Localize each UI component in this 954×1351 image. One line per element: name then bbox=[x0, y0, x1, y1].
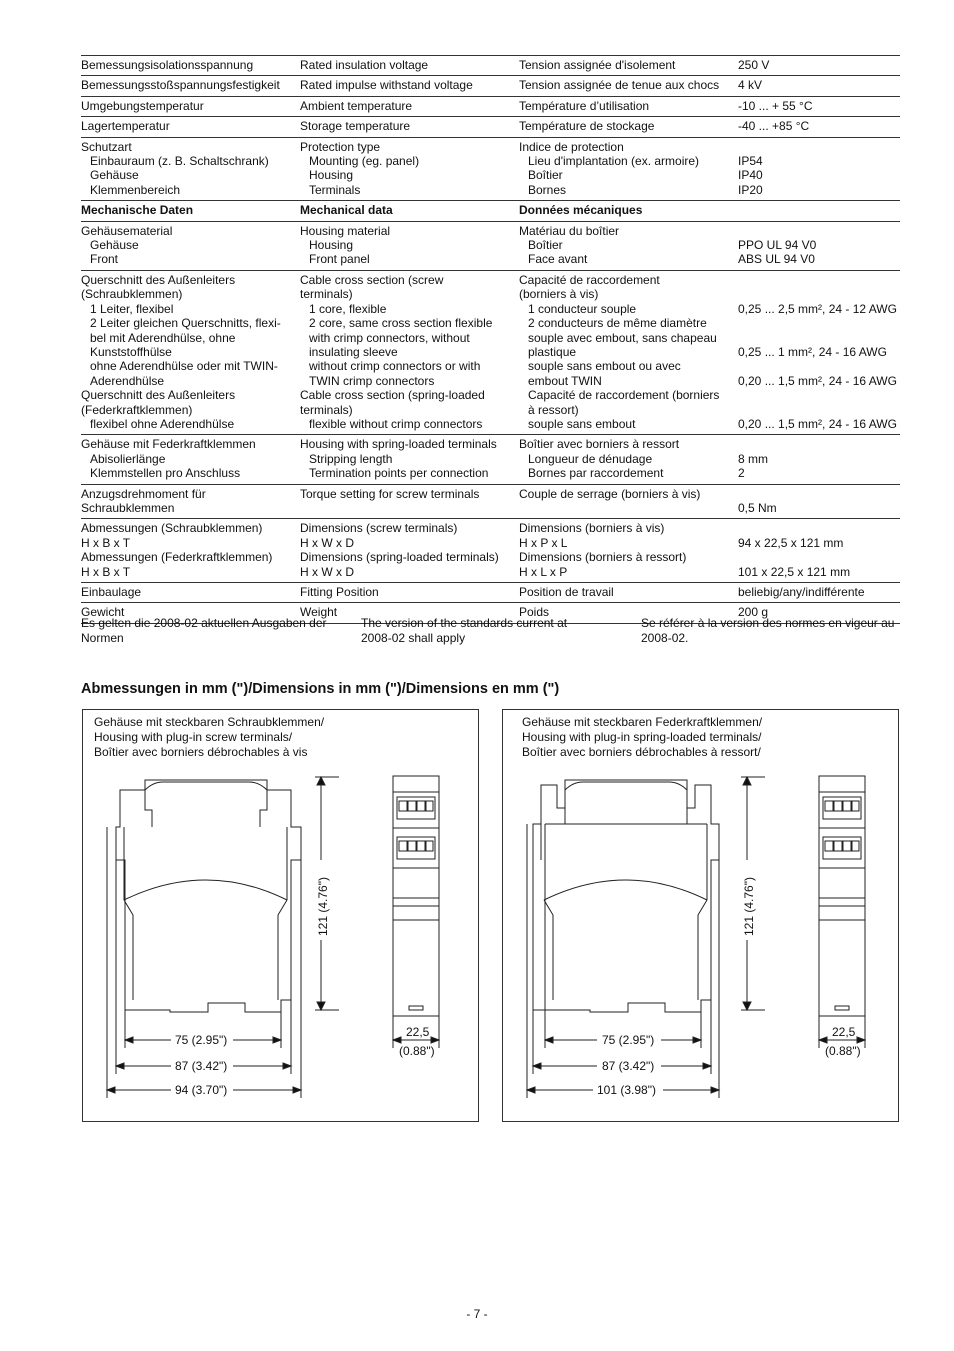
cell-line: Mounting (eg. panel) bbox=[309, 154, 420, 169]
cell-line: 0,20 ... 1,5 mm², 24 - 16 AWG bbox=[738, 416, 897, 431]
cell-line: embout TWIN bbox=[528, 373, 602, 388]
cell-line: Schraubklemmen bbox=[81, 500, 175, 515]
table-cell bbox=[300, 201, 519, 221]
standards-note-fr: Se référer à la version des normes en vigeur au 2008-02. bbox=[641, 616, 895, 645]
cell-line: 1 Leiter, flexibel bbox=[90, 301, 174, 316]
height-label: 121 (4.76") bbox=[316, 877, 330, 936]
cell-line: Gehäuse mit Federkraftklemmen bbox=[81, 437, 256, 452]
cell-line: Bornes bbox=[528, 182, 567, 197]
cell-line: Fitting Position bbox=[300, 585, 379, 599]
cell-line: Aderendhülse bbox=[90, 373, 165, 388]
cell-line: souple avec embout, sans chapeau bbox=[528, 330, 717, 345]
table-cell bbox=[81, 56, 300, 76]
cell-line: Housing bbox=[309, 168, 354, 183]
cell-line: Lagertemperatur bbox=[81, 119, 170, 134]
cell-line: Température de stockage bbox=[519, 119, 655, 134]
cell-line bbox=[519, 501, 738, 515]
table-cell bbox=[738, 96, 900, 116]
cell-line: Lieu d'implantation (ex. armoire) bbox=[528, 154, 700, 169]
cell-line: Gehäuse bbox=[90, 168, 139, 183]
depth-label-inch: (0.88") bbox=[825, 1044, 861, 1058]
cell-line: Kunststoffhülse bbox=[90, 344, 172, 359]
cell-line: Bemessungsstoßspannungsfestigkeit bbox=[81, 78, 280, 93]
cell-line: terminals) bbox=[300, 402, 353, 417]
table-cell bbox=[738, 117, 900, 137]
table-cell bbox=[81, 137, 300, 201]
cell-line: Klemmstellen pro Anschluss bbox=[90, 466, 241, 481]
table-cell bbox=[81, 484, 300, 519]
cell-line: à ressort) bbox=[528, 402, 579, 417]
cell-line: 94 x 22,5 x 121 mm bbox=[738, 535, 844, 550]
height-label: 121 (4.76") bbox=[742, 877, 756, 936]
cell-line: Querschnitt des Außenleiters bbox=[81, 388, 236, 403]
cell-line: H x W x D bbox=[300, 535, 354, 550]
table-row bbox=[81, 76, 900, 96]
cell-line: (Schraubklemmen) bbox=[81, 287, 183, 302]
cell-line: Tension assignée d'isolement bbox=[519, 58, 676, 72]
cell-line bbox=[738, 224, 900, 238]
cell-line: 2 Leiter gleichen Querschnitts, flexi- bbox=[90, 316, 281, 331]
cell-line: Température d’utilisation bbox=[519, 98, 650, 113]
width-label-75: 75 (2.95") bbox=[175, 1033, 228, 1047]
cell-line: Capacité de raccordement bbox=[519, 272, 660, 287]
table-cell bbox=[519, 201, 738, 221]
table-cell bbox=[738, 137, 900, 201]
cell-line: 0,20 ... 1,5 mm², 24 - 16 AWG bbox=[738, 373, 897, 388]
cell-line: Boîtier bbox=[528, 168, 563, 183]
table-row bbox=[81, 96, 900, 116]
table-cell bbox=[300, 270, 519, 434]
cell-line: H x W x D bbox=[300, 564, 354, 579]
depth-label-inch: (0.88") bbox=[399, 1044, 435, 1058]
cell-line: Rated impulse withstand voltage bbox=[300, 78, 473, 93]
cell-line: Dimensions (borniers à ressort) bbox=[519, 550, 687, 565]
table-row bbox=[81, 117, 900, 137]
cell-line: Gehäusematerial bbox=[81, 223, 173, 238]
standards-note-de: Es gelten die 2008-02 aktuellen Ausgaben der Normen bbox=[81, 616, 327, 645]
cell-line: Face avant bbox=[528, 252, 588, 267]
table-cell bbox=[81, 583, 300, 603]
table-cell bbox=[738, 56, 900, 76]
cell-line: IP20 bbox=[738, 182, 763, 197]
cell-line: Dimensions (spring-loaded terminals) bbox=[300, 550, 499, 565]
cell-line: Boîtier avec borniers à ressort bbox=[519, 437, 680, 452]
table-row bbox=[81, 221, 900, 270]
cell-line: Bornes par raccordement bbox=[528, 466, 664, 481]
table-row bbox=[81, 484, 900, 519]
cell-line: Gewicht bbox=[81, 605, 125, 620]
cell-line: Tension assignée de tenue aux chocs bbox=[519, 78, 720, 93]
cell-line: -40 ... +85 °C bbox=[738, 119, 810, 134]
table-cell bbox=[81, 201, 300, 221]
table-cell bbox=[81, 270, 300, 434]
cell-line: souple sans embout bbox=[528, 416, 636, 431]
cell-line: (Federkraftklemmen) bbox=[81, 402, 193, 417]
cell-line bbox=[738, 521, 900, 535]
cell-line: Abisolierlänge bbox=[90, 451, 166, 466]
table-cell bbox=[738, 221, 900, 270]
housing-drawing-screw bbox=[83, 710, 480, 1123]
cell-line: Bemessungsisolationsspannung bbox=[81, 58, 254, 72]
cell-line: 1 core, flexible bbox=[309, 301, 387, 316]
table-cell bbox=[738, 583, 900, 603]
table-cell bbox=[738, 76, 900, 96]
cell-line: ABS UL 94 V0 bbox=[738, 252, 815, 267]
table-cell bbox=[519, 96, 738, 116]
cell-line: 0,25 ... 2,5 mm², 24 - 12 AWG bbox=[738, 301, 897, 316]
cell-line: (borniers à vis) bbox=[519, 287, 599, 302]
cell-line: H x B x T bbox=[81, 535, 131, 550]
cell-line: Poids bbox=[519, 605, 550, 620]
cell-line: Gehäuse bbox=[90, 238, 139, 253]
table-row bbox=[81, 137, 900, 201]
table-cell bbox=[300, 117, 519, 137]
cell-line: plastique bbox=[528, 344, 577, 359]
cell-line bbox=[738, 287, 900, 301]
table-cell bbox=[300, 56, 519, 76]
cell-line: 2 core, same cross section flexible bbox=[309, 316, 493, 331]
table-row bbox=[81, 583, 900, 603]
table-row bbox=[81, 56, 900, 76]
cell-line bbox=[738, 550, 900, 564]
table-cell bbox=[81, 76, 300, 96]
cell-line: PPO UL 94 V0 bbox=[738, 238, 817, 253]
cell-line bbox=[300, 501, 519, 515]
table-cell bbox=[738, 270, 900, 434]
cell-line: Mechanical data bbox=[300, 203, 393, 218]
cell-line: Abmessungen (Federkraftklemmen) bbox=[81, 550, 273, 565]
cell-line: H x P x L bbox=[519, 535, 568, 550]
cell-line: Querschnitt des Außenleiters bbox=[81, 272, 236, 287]
cell-line: Indice de protection bbox=[519, 139, 624, 154]
cell-line: Front bbox=[90, 252, 119, 267]
cell-line: Anzugsdrehmoment für bbox=[81, 486, 206, 501]
cell-line bbox=[738, 273, 900, 287]
cell-line: Position de travail bbox=[519, 585, 614, 599]
cell-line: ohne Aderendhülse oder mit TWIN- bbox=[90, 359, 278, 374]
cell-line: insulating sleeve bbox=[309, 344, 398, 359]
dimension-drawing-spring bbox=[502, 709, 899, 1122]
table-cell bbox=[81, 221, 300, 270]
cell-line: Klemmenbereich bbox=[90, 182, 181, 197]
table-row bbox=[81, 435, 900, 484]
table-cell bbox=[519, 270, 738, 434]
cell-line: Weight bbox=[300, 605, 338, 620]
drawing-caption: Gehäuse mit steckbaren Federkraftklemmen/ Housing with plug-in spring-loaded terminals/ Boîtier avec borniers débrochables à ressort/ bbox=[522, 715, 763, 759]
cell-line: Umgebungstemperatur bbox=[81, 98, 204, 113]
table-cell bbox=[81, 96, 300, 116]
table-cell bbox=[519, 519, 738, 583]
cell-line: Housing with spring-loaded terminals bbox=[300, 437, 497, 452]
cell-line: 4 kV bbox=[738, 78, 763, 93]
table-row bbox=[81, 201, 900, 221]
cell-line bbox=[738, 203, 900, 217]
cell-line: TWIN crimp connectors bbox=[309, 373, 435, 388]
table-cell bbox=[738, 484, 900, 519]
cell-line: Longueur de dénudage bbox=[528, 451, 653, 466]
width-label-87: 87 (3.42") bbox=[175, 1059, 228, 1073]
cell-line: Protection type bbox=[300, 139, 381, 154]
cell-line: beliebig/any/indifférente bbox=[738, 585, 865, 599]
table-row bbox=[81, 519, 900, 583]
cell-line: Terminals bbox=[309, 182, 361, 197]
cell-line: with crimp connectors, without bbox=[309, 330, 470, 345]
table-row bbox=[81, 270, 900, 434]
cell-line bbox=[738, 437, 900, 451]
table-cell bbox=[300, 583, 519, 603]
cell-line: Dimensions (borniers à vis) bbox=[519, 521, 665, 536]
cell-line bbox=[738, 316, 900, 330]
cell-line: Einbauraum (z. B. Schaltschrank) bbox=[90, 154, 269, 169]
table-cell bbox=[519, 56, 738, 76]
cell-line: Couple de serrage (borniers à vis) bbox=[519, 486, 701, 501]
page-number: - 7 - bbox=[466, 1307, 488, 1321]
table-cell bbox=[519, 484, 738, 519]
cell-line: 200 g bbox=[738, 605, 769, 620]
cell-line: Cable cross section (spring-loaded bbox=[300, 388, 485, 403]
cell-line: terminals) bbox=[300, 287, 353, 302]
cell-line bbox=[738, 487, 900, 501]
technical-data-table bbox=[81, 55, 900, 624]
cell-line: Boîtier bbox=[528, 238, 563, 253]
cell-line bbox=[738, 388, 900, 402]
table-cell bbox=[300, 76, 519, 96]
cell-line: Abmessungen (Schraubklemmen) bbox=[81, 521, 263, 536]
cell-line: Cable cross section (screw bbox=[300, 272, 444, 287]
table-cell bbox=[519, 137, 738, 201]
table-cell bbox=[300, 221, 519, 270]
depth-label: 22,5 bbox=[832, 1025, 856, 1039]
cell-line: Schutzart bbox=[81, 139, 132, 154]
table-cell bbox=[738, 201, 900, 221]
table-cell bbox=[738, 435, 900, 484]
width-label-75: 75 (2.95") bbox=[602, 1033, 655, 1047]
table-cell bbox=[81, 519, 300, 583]
table-cell bbox=[300, 435, 519, 484]
cell-line: 0,5 Nm bbox=[738, 500, 777, 515]
cell-line: Rated insulation voltage bbox=[300, 58, 429, 72]
table-cell bbox=[81, 435, 300, 484]
cell-line: Housing material bbox=[300, 223, 391, 238]
standards-note-en: The version of the standards current at 2008-02 shall apply bbox=[361, 616, 568, 645]
table-cell bbox=[300, 96, 519, 116]
table-cell bbox=[519, 221, 738, 270]
table-cell bbox=[519, 583, 738, 603]
cell-line: Termination points per connection bbox=[309, 466, 489, 481]
cell-line: IP40 bbox=[738, 168, 763, 183]
table-cell bbox=[738, 519, 900, 583]
cell-line: Front panel bbox=[309, 252, 370, 267]
cell-line: Ambient temperature bbox=[300, 98, 413, 113]
cell-line: 250 V bbox=[738, 58, 770, 72]
cell-line bbox=[738, 140, 900, 154]
cell-line: 8 mm bbox=[738, 451, 768, 466]
width-label-87: 87 (3.42") bbox=[602, 1059, 655, 1073]
width-label-94: 94 (3.70") bbox=[175, 1083, 228, 1097]
cell-line: Housing bbox=[309, 238, 354, 253]
cell-line: -10 ... + 55 °C bbox=[738, 98, 813, 113]
cell-line bbox=[738, 359, 900, 373]
table-cell bbox=[81, 117, 300, 137]
housing-drawing-spring bbox=[503, 710, 900, 1123]
cell-line: Données mécaniques bbox=[519, 203, 643, 218]
dimension-drawing-screw bbox=[82, 709, 479, 1122]
cell-line: H x B x T bbox=[81, 564, 131, 579]
table-cell bbox=[519, 435, 738, 484]
table-cell bbox=[519, 117, 738, 137]
cell-line: 101 x 22,5 x 121 mm bbox=[738, 564, 851, 579]
dimensions-heading: Abmessungen in mm (")/Dimensions in mm (")/Dimensions en mm (") bbox=[81, 681, 560, 697]
cell-line: Mechanische Daten bbox=[81, 203, 194, 218]
cell-line: souple sans embout ou avec bbox=[528, 359, 681, 374]
drawing-caption: Gehäuse mit steckbaren Schraubklemmen/ Housing with plug-in screw terminals/ Boîtier avec borniers débrochables à vis bbox=[94, 715, 325, 759]
cell-line: 1 conducteur souple bbox=[528, 301, 637, 316]
cell-line: Storage temperature bbox=[300, 119, 411, 134]
cell-line: H x L x P bbox=[519, 564, 568, 579]
width-label-101: 101 (3.98") bbox=[597, 1083, 656, 1097]
table-cell bbox=[300, 519, 519, 583]
table-cell bbox=[519, 76, 738, 96]
table-cell bbox=[300, 137, 519, 201]
cell-line bbox=[738, 403, 900, 417]
cell-line: bel mit Aderendhülse, ohne bbox=[90, 330, 236, 345]
cell-line: 2 conducteurs de même diamètre bbox=[528, 316, 707, 331]
cell-line: 2 bbox=[738, 466, 745, 481]
cell-line: Torque setting for screw terminals bbox=[300, 486, 480, 501]
cell-line: Stripping length bbox=[309, 451, 393, 466]
cell-line: Capacité de raccordement (borniers bbox=[528, 388, 720, 403]
cell-line bbox=[738, 331, 900, 345]
cell-line: IP54 bbox=[738, 154, 763, 169]
cell-line: Dimensions (screw terminals) bbox=[300, 521, 458, 536]
cell-line: flexibel ohne Aderendhülse bbox=[90, 416, 235, 431]
cell-line: Matériau du boîtier bbox=[519, 223, 620, 238]
cell-line: Einbaulage bbox=[81, 585, 142, 599]
table-cell bbox=[300, 484, 519, 519]
depth-label: 22,5 bbox=[406, 1025, 430, 1039]
cell-line: without crimp connectors or with bbox=[309, 359, 481, 374]
cell-line: flexible without crimp connectors bbox=[309, 416, 483, 431]
cell-line: 0,25 ... 1 mm², 24 - 16 AWG bbox=[738, 344, 887, 359]
